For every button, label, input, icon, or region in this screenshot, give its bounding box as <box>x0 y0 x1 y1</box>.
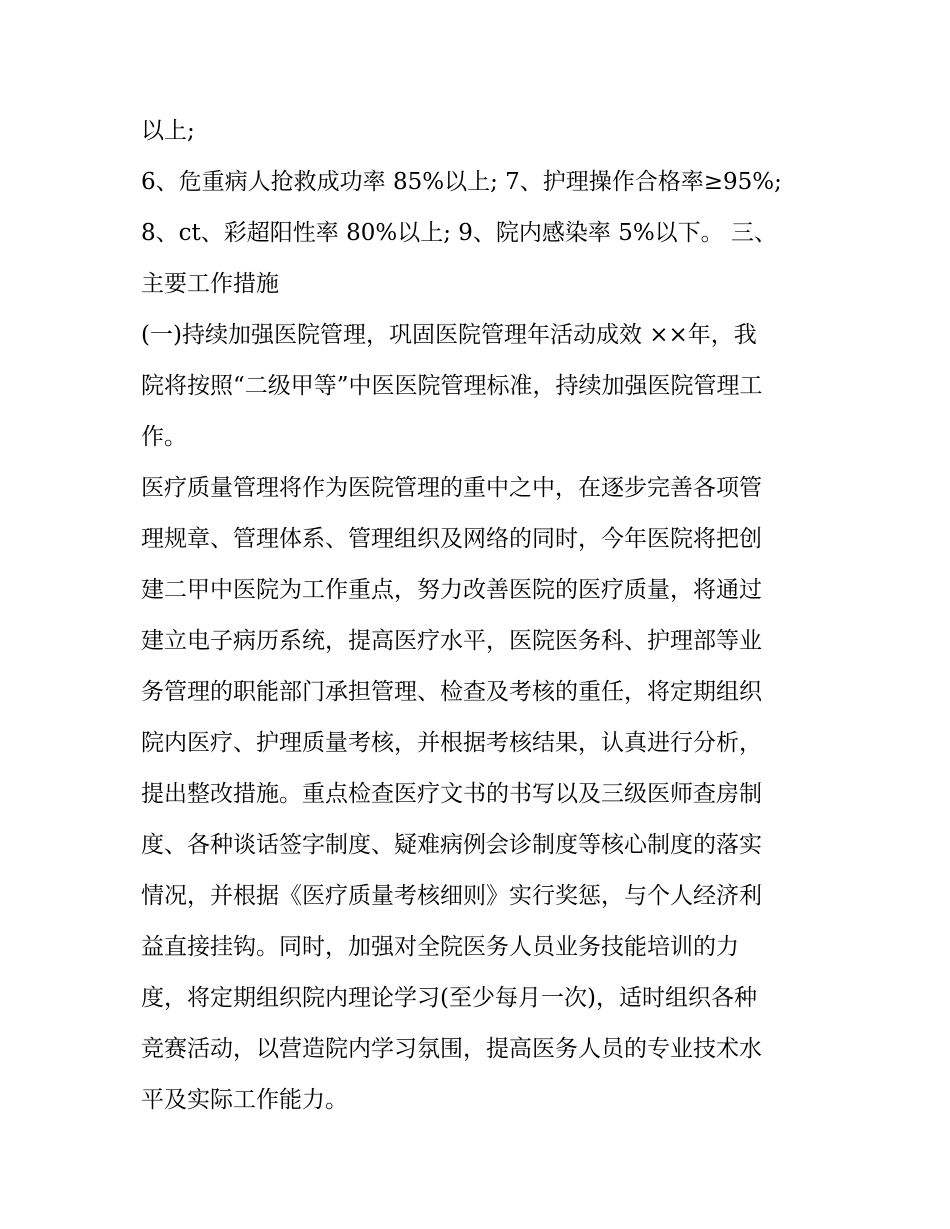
text-line-12: 务管理的职能部门承担管理、检查及考核的重任，将定期组织 <box>141 679 762 705</box>
text-line-18: 度，将定期组织院内理论学习(至少每月一次)，适时组织各种 <box>141 985 757 1011</box>
text-line-1: 以上; <box>141 118 195 144</box>
text-line-11: 建立电子病历系统，提高医疗水平，医院医务科、护理部等业 <box>141 628 762 654</box>
text-line-8: 医疗质量管理将作为医院管理的重中之中，在逐步完善各项管 <box>141 475 762 501</box>
text-line-15: 度、各种谈话签字制度、疑难病例会诊制度等核心制度的落实 <box>141 832 762 858</box>
text-line-2: 6、危重病人抢救成功率 85%以上; 7、护理操作合格率≥95%; <box>141 169 782 195</box>
text-line-3: 8、ct、彩超阳性率 80%以上; 9、院内感染率 5%以下。 三、 <box>141 220 777 246</box>
text-line-17: 益直接挂钩。同时，加强对全院医务人员业务技能培训的力 <box>141 934 739 960</box>
text-line-10: 建二甲中医院为工作重点，努力改善医院的医疗质量，将通过 <box>141 577 762 603</box>
text-line-20: 平及实际工作能力。 <box>141 1087 348 1113</box>
text-line-16: 情况，并根据《医疗质量考核细则》实行奖惩，与个人经济利 <box>141 883 762 909</box>
text-line-19: 竞赛活动，以营造院内学习氛围，提高医务人员的专业技术水 <box>141 1036 762 1062</box>
text-line-14: 提出整改措施。重点检查医疗文书的书写以及三级医师查房制 <box>141 781 762 807</box>
text-line-9: 理规章、管理体系、管理组织及网络的同时，今年医院将把创 <box>141 526 762 552</box>
text-line-13: 院内医疗、护理质量考核，并根据考核结果，认真进行分析， <box>141 730 762 756</box>
text-line-7: 作。 <box>141 424 187 450</box>
text-line-6: 院将按照“二级甲等”中医医院管理标准，持续加强医院管理工 <box>141 373 763 399</box>
text-line-5: (一)持续加强医院管理，巩固医院管理年活动成效 ××年，我 <box>141 322 757 348</box>
document-body <box>141 106 821 1126</box>
section-heading: 主要工作措施 <box>141 271 279 297</box>
